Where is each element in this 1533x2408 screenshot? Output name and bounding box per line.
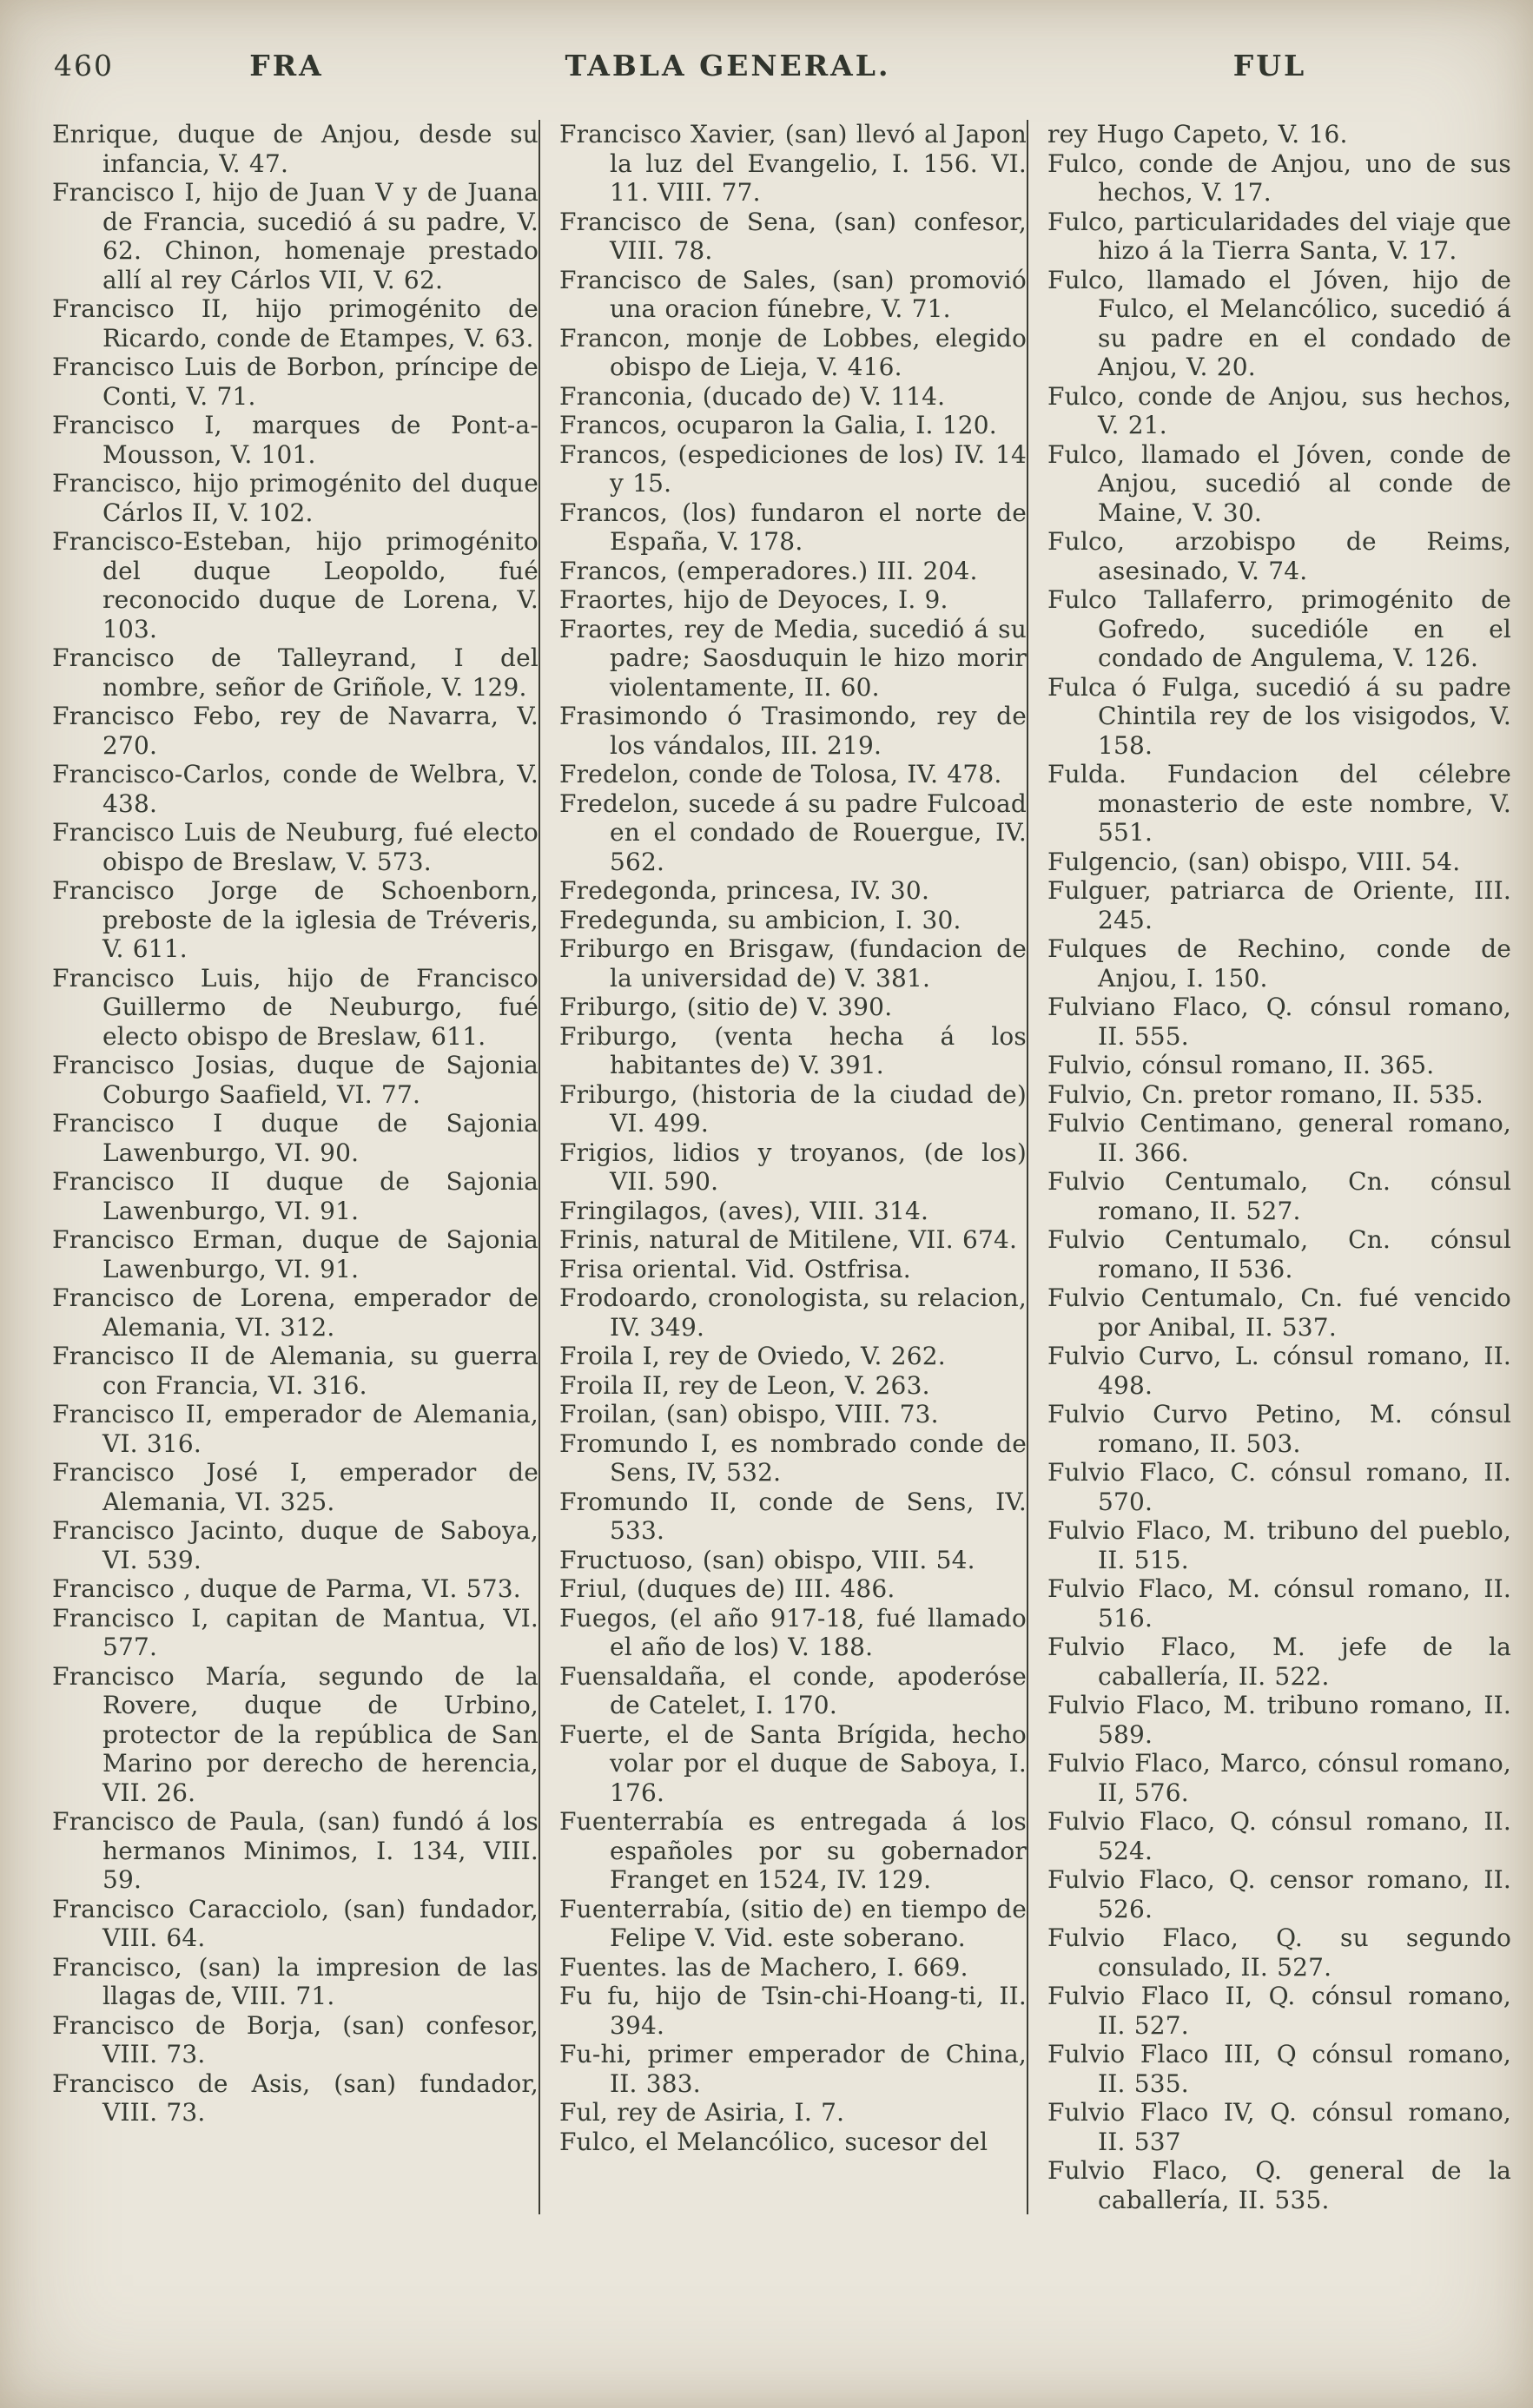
index-entry: Friburgo en Brisgaw, (fundacion de la universidad de) V. 381. [559, 934, 1027, 993]
index-entry: Francisco Luis, hijo de Francisco Guillermo de Neuburgo, fué electo obispo de Breslaw, 611. [52, 963, 539, 1051]
index-entry: Fulda. Fundacion del célebre monasterio de este nombre, V. 551. [1047, 760, 1511, 847]
index-entry: Fulvio Flaco, Q. cónsul romano, II. 524. [1047, 1807, 1511, 1865]
index-entry: Francisco Xavier, (san) llevó al Japon la luz del Evangelio, I. 156. VI. 11. VIII. 77. [559, 120, 1027, 207]
index-entry: Fromundo I, es nombrado conde de Sens, IV, 532. [559, 1428, 1027, 1487]
index-entry: Fulco, particularidades del viaje que hizo á la Tierra Santa, V. 17. [1047, 207, 1511, 265]
index-entry: Fulvio Centumalo, Cn. cónsul romano, II. 527. [1047, 1167, 1511, 1225]
index-entry: Froila II, rey de Leon, V. 263. [559, 1370, 930, 1400]
index-entry: Francisco II de Alemania, su guerra con Francia, VI. 316. [52, 1342, 539, 1400]
index-entry: Fuensaldaña, el conde, apoderóse de Catelet, I. 170. [559, 1661, 1027, 1719]
index-entry: Francisco Luis de Borbon, príncipe de Conti, V. 71. [52, 353, 539, 411]
index-entry: Francisco-Carlos, conde de Welbra, V. 438. [52, 760, 539, 818]
index-entry: Fredelon, sucede á su padre Fulcoad en el condado de Rouergue, IV. 562. [559, 788, 1027, 876]
index-entry: Fulca ó Fulga, sucedió á su padre Chintila rey de los visigodos, V. 158. [1047, 672, 1511, 760]
index-entry: Francisco , duque de Parma, VI. 573. [52, 1574, 521, 1603]
index-entry: Francisco I duque de Sajonia Lawenburgo, VI. 90. [52, 1109, 539, 1167]
index-entry: Frodoardo, cronologista, su relacion, IV. 349. [559, 1283, 1027, 1342]
index-entry: Fraortes, hijo de Deyoces, I. 9. [559, 585, 948, 614]
index-entry: Fulvio Flaco, M. tribuno del pueblo, II. 515. [1047, 1516, 1511, 1574]
index-entry: Fuentes. las de Machero, I. 669. [559, 1952, 968, 1982]
section-key-right: FUL [1232, 49, 1307, 82]
page-header [0, 49, 1533, 92]
index-entry: Francisco II duque de Sajonia Lawenburgo, VI. 91. [52, 1167, 539, 1225]
index-entry: Francisco Erman, duque de Sajonia Lawenburgo, VI. 91. [52, 1225, 539, 1283]
index-entry: Francisco de Talleyrand, I del nombre, señor de Griñole, V. 129. [52, 643, 539, 702]
index-entry: Fredegonda, princesa, IV. 30. [559, 876, 930, 905]
index-entry: Fuegos, (el año 917-18, fué llamado el año de los) V. 188. [559, 1603, 1027, 1661]
index-entry: Froila I, rey de Oviedo, V. 262. [559, 1342, 946, 1370]
index-entry: Fulvio Flaco III, Q cónsul romano, II. 535. [1047, 2040, 1511, 2098]
index-entry: Friburgo, (venta hecha á los habitantes de) V. 391. [559, 1021, 1027, 1079]
index-entry: Fuenterrabía, (sitio de) en tiempo de Felipe V. Vid. este soberano. [559, 1894, 1027, 1952]
index-entry: Frasimondo ó Trasimondo, rey de los vándalos, III. 219. [559, 702, 1027, 760]
index-entry: Fulco, arzobispo de Reims, asesinado, V. 74. [1047, 527, 1511, 585]
index-entry: Fulvio Curvo Petino, M. cónsul romano, II. 503. [1047, 1400, 1511, 1458]
index-entry: Friburgo, (sitio de) V. 390. [559, 993, 893, 1021]
index-entry: Fu fu, hijo de Tsin-chi-Hoang-ti, II. 394. [559, 1982, 1027, 2040]
index-entry: Fulco, el Melancólico, sucesor del [559, 2127, 988, 2156]
index-entry: Fulvio Flaco II, Q. cónsul romano, II. 527. [1047, 1982, 1511, 2040]
index-entry: Francisco Caracciolo, (san) fundador, VIII. 64. [52, 1894, 539, 1952]
index-entry: Francisco de Paula, (san) fundó á los hermanos Minimos, I. 134, VIII. 59. [52, 1807, 539, 1894]
index-entry: Francisco Jorge de Schoenborn, preboste de la iglesia de Tréveris, V. 611. [52, 876, 539, 963]
index-entry: Fulques de Rechino, conde de Anjou, I. 150. [1047, 934, 1511, 993]
index-entry: Francisco I, hijo de Juan V y de Juana de Francia, sucedió á su padre, V. 62. Chinon, homenaje prestado allí al rey Cárlos VII, V. 62. [52, 178, 539, 294]
index-entry: Fulguer, patriarca de Oriente, III. 245. [1047, 876, 1511, 934]
index-entry: Fulgencio, (san) obispo, VIII. 54. [1047, 847, 1461, 876]
index-entry: Fredegunda, su ambicion, I. 30. [559, 905, 961, 934]
index-entry: Francisco María, segundo de la Rovere, duque de Urbino, protector de la república de San Marino por derecho de herencia, VII. 26. [52, 1661, 539, 1807]
index-entry: rey Hugo Capeto, V. 16. [1047, 120, 1348, 148]
index-entry: Frigios, lidios y troyanos, (de los) VII. 590. [559, 1138, 1027, 1196]
page-title: TABLA GENERAL. [565, 49, 891, 82]
index-entry: Franconia, (ducado de) V. 114. [559, 381, 946, 411]
page-number: 460 [54, 49, 114, 82]
index-entry: Fulvio Flaco, Q. general de la caballería, II. 535. [1047, 2156, 1511, 2214]
index-entry: Ful, rey de Asiria, I. 7. [559, 2098, 845, 2127]
index-column-2 [539, 120, 1027, 2214]
index-entry: Francisco Jacinto, duque de Saboya, VI. 539. [52, 1516, 539, 1574]
index-entry: Francos, ocuparon la Galia, I. 120. [559, 411, 997, 439]
index-entry: Francisco II, hijo primogénito de Ricardo, conde de Etampes, V. 63. [52, 294, 539, 353]
index-entry: Fuenterrabía es entregada á los españoles por su gobernador Franget en 1524, IV. 129. [559, 1807, 1027, 1894]
index-entry: Fulvio Flaco, M. cónsul romano, II. 516. [1047, 1574, 1511, 1633]
index-entry: Francisco José I, emperador de Alemania, VI. 325. [52, 1458, 539, 1516]
index-entry: Frinis, natural de Mitilene, VII. 674. [559, 1225, 1018, 1254]
index-entry: Fulvio Centumalo, Cn. cónsul romano, II 536. [1047, 1225, 1511, 1283]
section-key-left: FRA [249, 49, 324, 82]
index-entry: Fructuoso, (san) obispo, VIII. 54. [559, 1545, 975, 1574]
index-entry: Fulco Tallaferro, primogénito de Gofredo, sucedióle en el condado de Angulema, V. 126. [1047, 585, 1511, 672]
index-entry: Fu-hi, primer emperador de China, II. 383. [559, 2040, 1027, 2098]
index-entry: Francos, (los) fundaron el norte de España, V. 178. [559, 498, 1027, 556]
index-entry: Francisco de Borja, (san) confesor, VIII. 73. [52, 2010, 539, 2068]
index-entry: Francos, (emperadores.) III. 204. [559, 556, 978, 585]
index-entry: Fulvio, cónsul romano, II. 365. [1047, 1051, 1435, 1079]
index-entry: Fringilagos, (aves), VIII. 314. [559, 1196, 929, 1225]
index-entry: Fulco, conde de Anjou, uno de sus hechos, V. 17. [1047, 148, 1511, 207]
index-entry: Francisco de Sales, (san) promovió una oracion fúnebre, V. 71. [559, 265, 1027, 323]
index-entry: Fulvio Flaco, Q. su segundo consulado, II. 527. [1047, 1923, 1511, 1982]
index-entry: Francisco Febo, rey de Navarra, V. 270. [52, 702, 539, 760]
index-entry: Enrique, duque de Anjou, desde su infancia, V. 47. [52, 120, 539, 178]
index-entry: Fulvio Flaco, M. tribuno romano, II. 589. [1047, 1691, 1511, 1749]
index-entry: Fulvio Flaco, Q. censor romano, II. 526. [1047, 1865, 1511, 1923]
index-column-1 [52, 120, 539, 2214]
index-entry: Francisco, (san) la impresion de las llagas de, VIII. 71. [52, 1952, 539, 2010]
index-entry: Francisco I, capitan de Mantua, VI. 577. [52, 1603, 539, 1661]
index-entry: Fulviano Flaco, Q. cónsul romano, II. 555. [1047, 993, 1511, 1051]
index-entry: Francisco I, marques de Pont-a-Mousson, V. 101. [52, 411, 539, 469]
index-entry: Fulco, llamado el Jóven, hijo de Fulco, el Melancólico, sucedió á su padre en el condado de Anjou, V. 20. [1047, 265, 1511, 381]
index-entry: Francisco de Lorena, emperador de Alemania, VI. 312. [52, 1283, 539, 1342]
index-entry: Fulvio Flaco IV, Q. cónsul romano, II. 537 [1047, 2098, 1511, 2156]
index-entry: Fulvio Flaco, Marco, cónsul romano, II, 576. [1047, 1749, 1511, 1807]
index-entry: Francisco de Asis, (san) fundador, VIII. 73. [52, 2068, 539, 2127]
index-columns [52, 120, 1511, 2214]
index-entry: Fulvio Flaco, M. jefe de la caballería, II. 522. [1047, 1633, 1511, 1691]
index-entry: Frisa oriental. Vid. Ostfrisa. [559, 1254, 911, 1283]
index-entry: Fulco, conde de Anjou, sus hechos, V. 21. [1047, 381, 1511, 439]
index-entry: Francisco, hijo primogénito del duque Cárlos II, V. 102. [52, 469, 539, 527]
index-column-3 [1027, 120, 1511, 2214]
index-entry: Fulvio Centimano, general romano, II. 366. [1047, 1109, 1511, 1167]
index-entry: Fulvio Centumalo, Cn. fué vencido por Anibal, II. 537. [1047, 1283, 1511, 1342]
index-entry: Francon, monje de Lobbes, elegido obispo de Lieja, V. 416. [559, 323, 1027, 381]
index-entry: Francisco Luis de Neuburg, fué electo obispo de Breslaw, V. 573. [52, 818, 539, 876]
index-entry: Fulco, llamado el Jóven, conde de Anjou, sucedió al conde de Maine, V. 30. [1047, 439, 1511, 527]
index-entry: Fuerte, el de Santa Brígida, hecho volar por el duque de Saboya, I. 176. [559, 1719, 1027, 1807]
index-entry: Francisco-Esteban, hijo primogénito del duque Leopoldo, fué reconocido duque de Lorena, V. 103. [52, 527, 539, 643]
index-entry: Francos, (espediciones de los) IV. 14 y 15. [559, 439, 1027, 498]
index-entry: Fulvio Flaco, C. cónsul romano, II. 570. [1047, 1458, 1511, 1516]
index-entry: Francisco de Sena, (san) confesor, VIII. 78. [559, 207, 1027, 265]
index-entry: Fulvio, Cn. pretor romano, II. 535. [1047, 1079, 1483, 1109]
index-entry: Fraortes, rey de Media, sucedió á su padre; Saosduquin le hizo morir violentamente, II. 60. [559, 614, 1027, 702]
index-entry: Francisco II, emperador de Alemania, VI. 316. [52, 1400, 539, 1458]
index-entry: Fromundo II, conde de Sens, IV. 533. [559, 1487, 1027, 1545]
index-entry: Friburgo, (historia de la ciudad de) VI. 499. [559, 1079, 1027, 1138]
index-entry: Fredelon, conde de Tolosa, IV. 478. [559, 760, 1002, 788]
index-entry: Francisco Josias, duque de Sajonia Coburgo Saafield, VI. 77. [52, 1051, 539, 1109]
index-entry: Fulvio Curvo, L. cónsul romano, II. 498. [1047, 1342, 1511, 1400]
index-entry: Friul, (duques de) III. 486. [559, 1574, 895, 1603]
index-entry: Froilan, (san) obispo, VIII. 73. [559, 1400, 939, 1428]
